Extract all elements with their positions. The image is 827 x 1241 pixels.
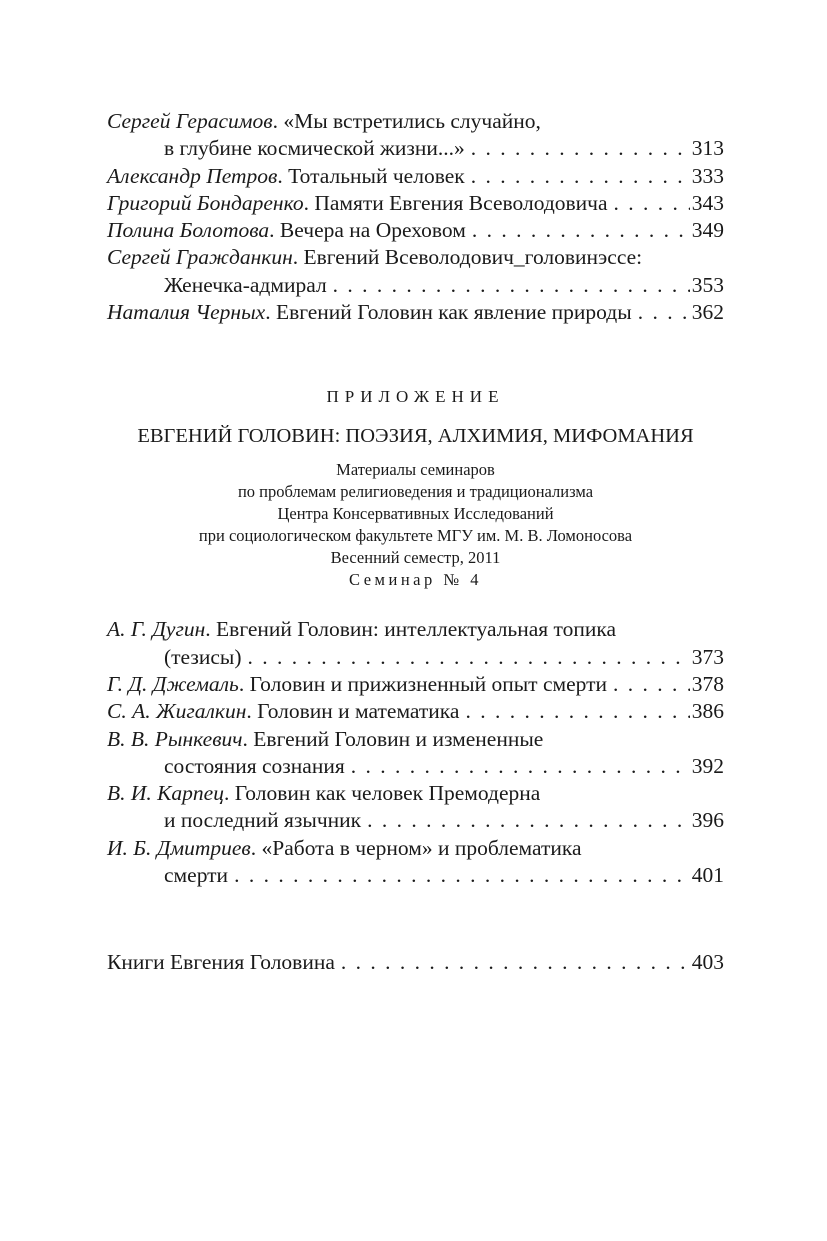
subtitle-line: по проблемам религиоведения и традиционализма [237,482,594,502]
entry-author: Сергей Герасимов [107,109,273,133]
page-number: 396 [691,808,724,833]
appendix-title: ЕВГЕНИЙ ГОЛОВИН: ПОЭЗИЯ, АЛХИМИЯ, МИФОМАНИЯ [137,425,694,448]
toc-entry: В. В. Рынкевич . Евгений Головин и измененные состояния сознания . . . 392 [107,726,724,781]
seminar-number: Семинар № 4 [349,570,482,590]
leader-dots [465,698,689,725]
entry-title: в глубине космической жизни...» [164,136,465,161]
page [107,108,724,977]
leader-dots [333,272,690,299]
appendix-subtitle [107,459,724,591]
leader-dots [472,217,690,244]
toc-entry: С. А. Жигалкин . Головин и математика . . . 386 [107,698,724,725]
entry-author: Сергей Гражданкин [107,245,293,270]
appendix-header [107,385,724,591]
entry-author: Григорий Бондаренко [107,190,304,215]
entry-title: Евгений Головин как явление природы [275,300,632,325]
entry-title: Евгений Головин и измененные [253,726,544,751]
leader-dots [471,135,690,162]
entry-title: (тезисы) [164,644,242,669]
toc-entry: Сергей Герасимов . «Мы встретились случайно, в глубине космической жизни...» . . . 313 [107,108,724,163]
toc-entry: Наталия Черных . Евгений Головин как явление природы . . . 362 [107,299,724,326]
toc-entry: Г. Д. Джемаль . Головин и прижизненный опыт смерти . . . 378 [107,671,724,698]
toc-books [107,949,724,976]
entry-author: А. Г. Дугин [107,617,206,642]
entry-title: Женечка-адмирал [164,272,327,297]
entry-title: Вечера на Ореховом [279,218,466,243]
subtitle-line: Материалы семинаров [336,460,495,480]
leader-dots [638,299,690,326]
entry-author: В. И. Карпец [107,781,224,806]
entry-title: Головин и математика [257,699,460,724]
entry-title: смерти [164,863,229,888]
page-number: 392 [691,753,724,778]
entry-title: Тотальный человек [288,163,465,188]
entry-author: С. А. Жигалкин [107,699,247,724]
page-number: 362 [691,300,724,325]
page-number: 401 [691,863,724,888]
leader-dots [351,753,690,780]
page-number: 386 [691,699,724,724]
page-number: 313 [691,136,724,161]
toc-entry: Сергей Гражданкин . Евгений Всеволодович_головинэссе: Женечка-адмирал . . . 353 [107,244,724,299]
page-number: 333 [691,163,724,188]
leader-dots [613,671,690,698]
entry-title: состояния сознания [164,753,345,778]
entry-title: Памяти Евгения Всеволодовича [314,190,608,215]
page-number: 373 [691,644,724,669]
toc-entry: Полина Болотова . Вечера на Ореховом . . . 349 [107,217,724,244]
entry-author: Наталия Черных [107,300,266,325]
leader-dots [248,644,690,671]
entry-title: «Мы встретились случайно, [283,109,541,133]
page-number: 343 [691,190,724,215]
entry-author: И. Б. Дмитриев [107,835,251,860]
toc-appendix [107,616,724,889]
page-number: 378 [691,671,724,696]
page-number: 349 [691,218,724,243]
entry-title: Евгений Головин: интеллектуальная топика [216,617,617,642]
leader-dots [614,190,690,217]
entry-author: Г. Д. Джемаль [107,671,239,696]
subtitle-line: при социологическом факультете МГУ им. М. В. Ломоносова [198,526,633,546]
toc-entry: Александр Петров . Тотальный человек . . . 333 [107,163,724,190]
toc-top [107,108,724,326]
toc-entry: Григорий Бондаренко . Памяти Евгения Всеволодовича . . . 343 [107,190,724,217]
subtitle-line: Весенний семестр, 2011 [330,548,501,568]
entry-title: Книги Евгения Головина [107,950,335,975]
leader-dots [367,807,690,834]
leader-dots [471,163,690,190]
entry-title: «Работа в черном» и проблематика [261,835,582,860]
toc-entry: В. И. Карпец . Головин как человек Премодерна и последний язычник . . . 396 [107,780,724,835]
toc-entry: А. Г. Дугин . Евгений Головин: интеллектуальная топика (тезисы) . . . 373 [107,616,724,671]
entry-title: Головин как человек Премодерна [234,781,541,806]
entry-title: Евгений Всеволодович_головинэссе: [303,245,643,270]
entry-author: В. В. Рынкевич [107,726,243,751]
entry-author: Александр Петров [107,163,278,188]
entry-author: Полина Болотова [107,218,270,243]
leader-dots [341,949,690,976]
entry-title: и последний язычник [164,808,362,833]
appendix-label: ПРИЛОЖЕНИЕ [326,387,505,407]
page-number: 353 [691,272,724,297]
leader-dots [234,862,690,889]
subtitle-line: Центра Консервативных Исследований [277,504,554,524]
toc-entry [107,949,724,976]
entry-title: Головин и прижизненный опыт смерти [249,671,608,696]
toc-entry: И. Б. Дмитриев . «Работа в черном» и проблематика смерти . . . 401 [107,835,724,890]
page-number: 403 [691,950,724,975]
